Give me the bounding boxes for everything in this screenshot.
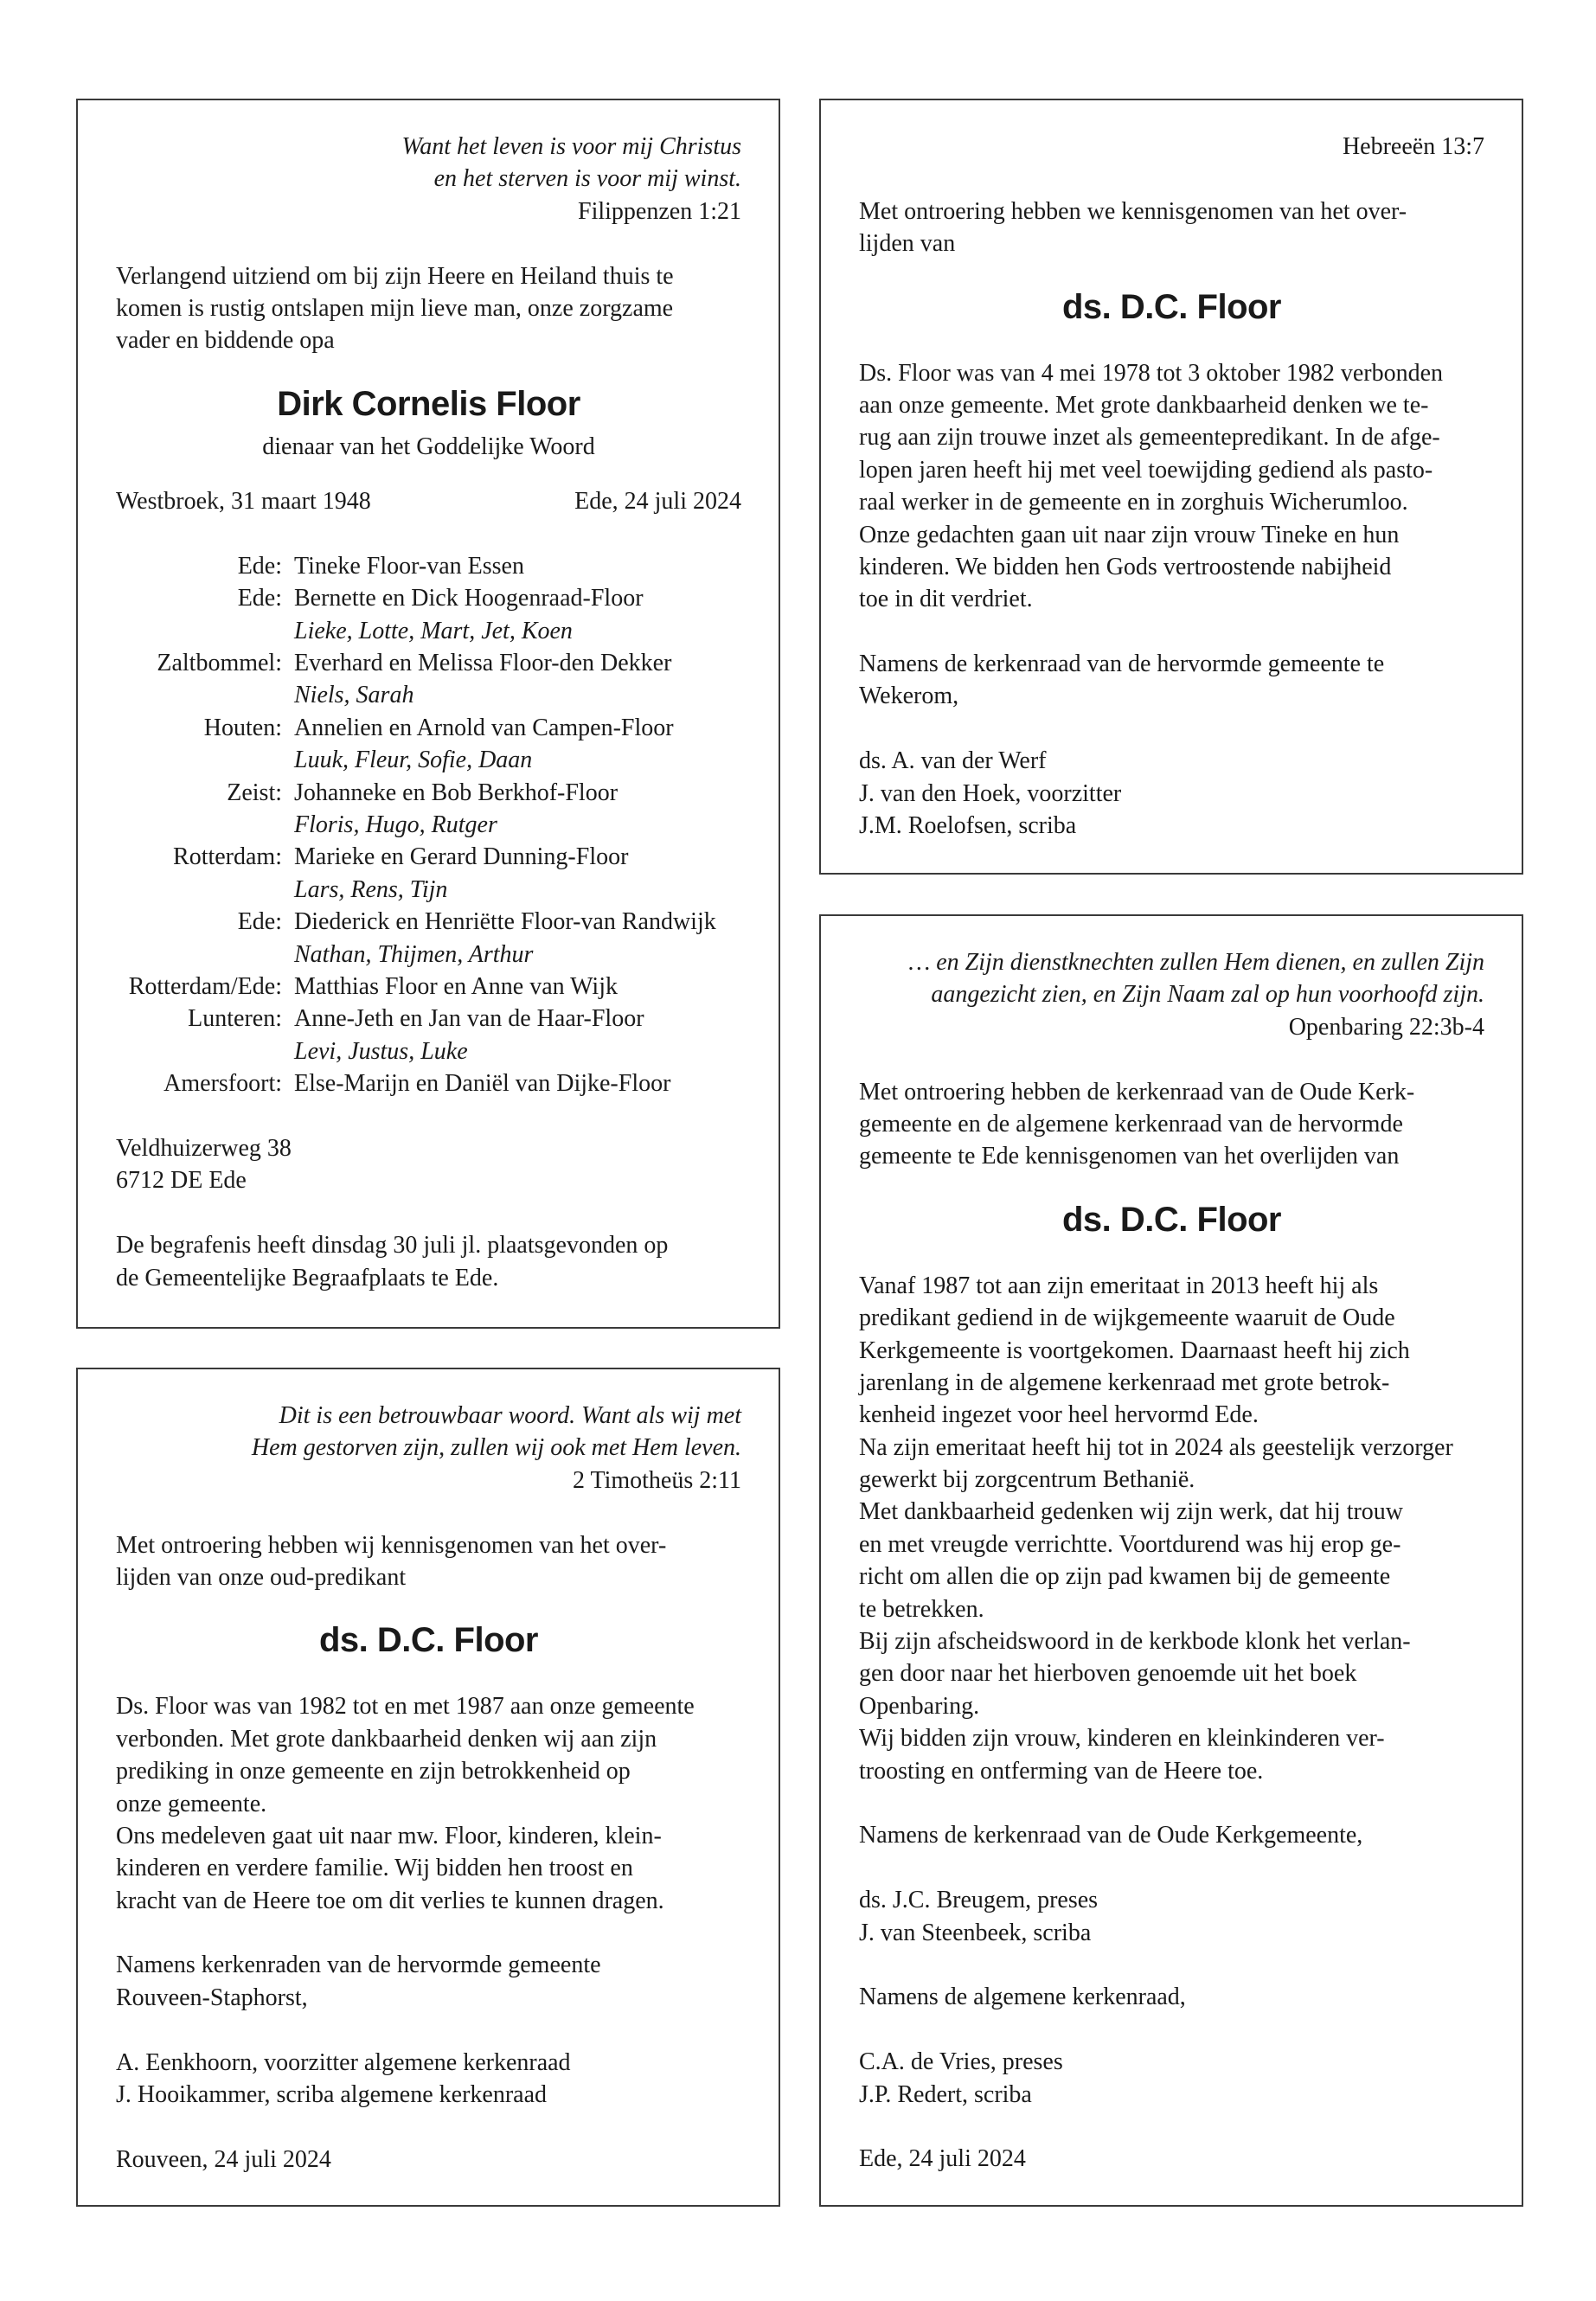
grandchildren-names: Niels, Sarah	[294, 682, 414, 709]
text-line: gemeente te Ede kennisgenomen van het overlijden van	[859, 1143, 1400, 1170]
deceased-name: ds. D.C. Floor	[1062, 1200, 1281, 1239]
text-line: A. Eenkhoorn, voorzitter algemene kerkenraad	[116, 2048, 571, 2076]
text-line: ds. J.C. Breugem, preses	[859, 1887, 1099, 1914]
death-place-date: Ede, 24 juli 2024	[574, 488, 741, 516]
quote-line: Dit is een betrouwbaar woord. Want als wij met	[279, 1402, 741, 1429]
family-place: Zaltbommel:	[157, 650, 282, 677]
spacer	[859, 1949, 1484, 1981]
text-line: Namens de kerkenraad van de Oude Kerkgemeente,	[859, 1822, 1363, 1849]
subtitle: dienaar van het Goddelijke Woord	[262, 433, 595, 460]
text-line: gewerkt bij zorgcentrum Bethanië.	[859, 1466, 1195, 1494]
family-name: Annelien en Arnold van Campen-Floor	[294, 714, 674, 741]
text-line: Vanaf 1987 tot aan zijn emeritaat in 2013 heeft hij als	[859, 1272, 1379, 1299]
text-line: prediking in onze gemeente en zijn betrokkenheid op	[116, 1758, 631, 1785]
family-member	[116, 712, 741, 744]
text-line: ds. A. van der Werf	[859, 747, 1047, 775]
family-place: Zeist:	[227, 779, 282, 806]
grandchildren-names: Lieke, Lotte, Mart, Jet, Koen	[294, 617, 573, 644]
spacer	[116, 1197, 741, 1229]
family-member	[116, 906, 741, 938]
paragraph	[859, 2143, 1484, 2175]
family-name: Anne-Jeth en Jan van de Haar-Floor	[294, 1005, 644, 1033]
scripture-quote	[116, 131, 741, 228]
family-name: Everhard en Melissa Floor-den Dekker	[294, 650, 672, 677]
spacer	[116, 518, 741, 550]
paragraph	[859, 1884, 1484, 1949]
text-line: gen door naar het hierboven genoemde uit het boek	[859, 1660, 1357, 1688]
family-name: Marieke en Gerard Dunning-Floor	[294, 843, 629, 871]
text-line: kracht van de Heere toe om dit verlies te kunnen dragen.	[116, 1887, 664, 1914]
quote-line: Want het leven is voor mij Christus	[401, 133, 741, 160]
text-line: Verlangend uitziend om bij zijn Heere en Heiland thuis te	[116, 262, 674, 290]
grandchildren	[116, 939, 741, 971]
family-member	[116, 777, 741, 809]
spacer	[859, 616, 1484, 648]
text-line: de Gemeentelijke Begraafplaats te Ede.	[116, 1264, 499, 1292]
grandchildren	[116, 874, 741, 906]
paragraph	[859, 1981, 1484, 2013]
text-line: kinderen. We bidden hen Gods vertroostende nabijheid	[859, 553, 1392, 580]
text-line: De begrafenis heeft dinsdag 30 juli jl. plaatsgevonden op	[116, 1232, 669, 1259]
indent	[116, 874, 294, 906]
indent	[116, 809, 294, 841]
family-name: Matthias Floor en Anne van Wijk	[294, 972, 618, 1000]
deceased-name: Dirk Cornelis Floor	[277, 384, 580, 423]
family-member	[116, 550, 741, 582]
text-line: onze gemeente.	[116, 1790, 267, 1817]
text-line: Bij zijn afscheidswoord in de kerkbode klonk het verlan-	[859, 1628, 1411, 1656]
text-line: Veldhuizerweg 38	[116, 1134, 292, 1162]
paragraph	[116, 260, 741, 357]
text-line: J. van den Hoek, voorzitter	[859, 779, 1122, 807]
spacer	[116, 1100, 741, 1132]
scripture-reference: Openbaring 22:3b-4	[1288, 1013, 1484, 1041]
family-member	[116, 647, 741, 679]
text-line: J.P. Redert, scriba	[859, 2080, 1032, 2108]
paragraph	[859, 357, 1484, 616]
scripture-reference: Filippenzen 1:21	[578, 197, 741, 225]
spacer	[116, 1917, 741, 1949]
text-line: J.M. Roelofsen, scriba	[859, 812, 1077, 840]
spacer	[859, 1852, 1484, 1884]
scripture-reference: Hebreeën 13:7	[1342, 133, 1484, 160]
text-line: Onze gedachten gaan uit naar zijn vrouw Tineke en hun	[859, 521, 1400, 548]
text-line: J. van Steenbeek, scriba	[859, 1919, 1092, 1946]
quote-line: aangezicht zien, en Zijn Naam zal op hun voorhoofd zijn.	[931, 981, 1484, 1009]
family-member	[116, 1067, 741, 1099]
paragraph	[116, 1229, 741, 1294]
family-place: Rotterdam:	[173, 843, 282, 871]
spacer	[859, 2014, 1484, 2046]
text-line: aan onze gemeente. Met grote dankbaarheid denken we te-	[859, 391, 1429, 419]
text-line: rug aan zijn trouwe inzet als gemeentepredikant. In de afge-	[859, 424, 1440, 452]
quote-line: … en Zijn dienstknechten zullen Hem dienen, en zullen Zijn	[908, 949, 1484, 976]
grandchildren-names: Lars, Rens, Tijn	[294, 875, 448, 903]
spacer	[116, 2014, 741, 2046]
text-line: Wij bidden zijn vrouw, kinderen en kleinkinderen ver-	[859, 1725, 1385, 1753]
family-member	[116, 971, 741, 1003]
indent	[116, 679, 294, 711]
obituary-ede-kerkgemeente	[819, 914, 1523, 2207]
grandchildren-names: Luuk, Fleur, Sofie, Daan	[294, 747, 533, 774]
family-place: Houten:	[203, 714, 282, 741]
family-place: Amersfoort:	[163, 1070, 282, 1098]
text-line: predikant gediend in de wijkgemeente waaruit de Oude	[859, 1304, 1395, 1332]
deceased-name: ds. D.C. Floor	[1062, 287, 1281, 326]
paragraph	[116, 1949, 741, 2014]
family-name: Bernette en Dick Hoogenraad-Floor	[294, 585, 644, 612]
text-line: verbonden. Met grote dankbaarheid denken wij aan zijn	[116, 1725, 657, 1753]
scripture-reference: 2 Timotheüs 2:11	[572, 1466, 741, 1494]
grandchildren	[116, 615, 741, 647]
family-member	[116, 841, 741, 873]
grandchildren-names: Floris, Hugo, Rutger	[294, 811, 497, 839]
text-line: Ds. Floor was van 4 mei 1978 tot 3 oktober 1982 verbonden	[859, 359, 1444, 387]
indent	[116, 744, 294, 776]
spacer	[116, 228, 741, 260]
text-line: Rouveen, 24 juli 2024	[116, 2145, 331, 2173]
text-line: raal werker in de gemeente en in zorghuis Wicherumloo.	[859, 489, 1408, 516]
family-place: Rotterdam/Ede:	[128, 972, 282, 1000]
paragraph	[116, 1529, 741, 1594]
indent	[116, 1035, 294, 1067]
text-line: Met ontroering hebben we kennisgenomen van het over-	[859, 197, 1407, 225]
quote-line: Hem gestorven zijn, zullen wij ook met Hem leven.	[251, 1434, 741, 1462]
text-line: Namens de algemene kerkenraad,	[859, 1984, 1186, 2011]
paragraph	[116, 2144, 741, 2176]
spacer	[859, 713, 1484, 745]
paragraph	[859, 2046, 1484, 2111]
quote-line: en het sterven is voor mij winst.	[433, 165, 741, 193]
family-place: Lunteren:	[188, 1005, 282, 1033]
text-line: troosting en ontferming van de Heere toe.	[859, 1757, 1264, 1785]
text-line: 6712 DE Ede	[116, 1167, 247, 1195]
spacer	[859, 1787, 1484, 1819]
text-line: kenheid ingezet voor heel hervormd Ede.	[859, 1401, 1259, 1429]
spacer	[116, 1497, 741, 1529]
paragraph	[116, 2047, 741, 2112]
grandchildren	[116, 679, 741, 711]
family-name: Diederick en Henriëtte Floor-van Randwijk	[294, 908, 716, 936]
scripture-quote	[116, 1400, 741, 1497]
text-line: vader en biddende opa	[116, 327, 335, 355]
text-line: toe in dit verdriet.	[859, 586, 1033, 613]
text-line: en met vreugde verrichtte. Voortdurend was hij erop ge-	[859, 1530, 1401, 1558]
grandchildren	[116, 1035, 741, 1067]
grandchildren-names: Levi, Justus, Luke	[294, 1037, 468, 1065]
family-member	[116, 1003, 741, 1035]
paragraph	[116, 1132, 741, 1197]
text-line: Openbaring.	[859, 1692, 980, 1720]
paragraph	[859, 195, 1484, 260]
text-line: Met ontroering hebben de kerkenraad van de Oude Kerk-	[859, 1078, 1415, 1106]
indent	[116, 615, 294, 647]
indent	[116, 939, 294, 971]
birth-place-date: Westbroek, 31 maart 1948	[116, 488, 371, 516]
text-line: lijden van onze oud-predikant	[116, 1563, 407, 1591]
text-line: J. Hooikammer, scriba algemene kerkenraad	[116, 2081, 547, 2109]
text-line: richt om allen die op zijn pad kwamen bij de gemeente	[859, 1563, 1391, 1591]
spacer	[859, 1043, 1484, 1075]
paragraph	[859, 1076, 1484, 1173]
paragraph	[859, 1819, 1484, 1851]
paragraph	[859, 648, 1484, 713]
text-line: lijden van	[859, 230, 956, 258]
obituary-family-notice	[76, 99, 780, 1329]
text-line: Kerkgemeente is voortgekomen. Daarnaast heeft hij zich	[859, 1336, 1410, 1364]
spacer	[116, 2111, 741, 2143]
family-place: Ede:	[237, 908, 282, 936]
family-place: Ede:	[237, 585, 282, 612]
text-line: Ons medeleven gaat uit naar mw. Floor, kinderen, klein-	[116, 1822, 662, 1849]
text-line: Ds. Floor was van 1982 tot en met 1987 aan onze gemeente	[116, 1693, 695, 1721]
text-line: komen is rustig ontslapen mijn lieve man, onze zorgzame	[116, 294, 674, 322]
text-line: lopen jaren heeft hij met veel toewijding gediend als pasto-	[859, 456, 1433, 484]
text-line: gemeente en de algemene kerkenraad van de hervormde	[859, 1110, 1403, 1138]
text-line: Rouveen-Staphorst,	[116, 1984, 308, 2011]
family-name: Johanneke en Bob Berkhof-Floor	[294, 779, 619, 806]
text-line: Namens de kerkenraad van de hervormde gemeente te	[859, 651, 1385, 678]
paragraph	[859, 1270, 1484, 1787]
family-member	[116, 582, 741, 614]
paragraph	[116, 1690, 741, 1917]
family-place: Ede:	[237, 552, 282, 580]
family-name: Tineke Floor-van Essen	[294, 552, 524, 580]
family-name: Else-Marijn en Daniël van Dijke-Floor	[294, 1070, 671, 1098]
life-dates	[116, 485, 741, 517]
obituary-wekerom	[819, 99, 1523, 875]
text-line: jarenlang in de algemene kerkenraad met grote betrok-	[859, 1368, 1390, 1396]
paragraph	[859, 745, 1484, 842]
text-line: kinderen en verdere familie. Wij bidden hen troost en	[116, 1855, 633, 1882]
spacer	[859, 163, 1484, 195]
scripture-quote	[859, 131, 1484, 163]
text-line: Met ontroering hebben wij kennisgenomen van het over-	[116, 1531, 667, 1559]
family-list	[116, 550, 741, 1100]
text-line: Met dankbaarheid gedenken wij zijn werk, dat hij trouw	[859, 1498, 1404, 1526]
text-line: Namens kerkenraden van de hervormde gemeente	[116, 1952, 601, 1979]
grandchildren	[116, 809, 741, 841]
deceased-name: ds. D.C. Floor	[319, 1621, 538, 1660]
obituary-rouveen-staphorst	[76, 1368, 780, 2207]
text-line: te betrekken.	[859, 1595, 984, 1623]
scripture-quote	[859, 946, 1484, 1043]
text-line: Wekerom,	[859, 683, 959, 710]
text-line: C.A. de Vries, preses	[859, 2048, 1063, 2076]
text-line: Na zijn emeritaat heeft hij tot in 2024 als geestelijk verzorger	[859, 1433, 1453, 1461]
grandchildren	[116, 744, 741, 776]
spacer	[859, 2111, 1484, 2143]
text-line: Ede, 24 juli 2024	[859, 2145, 1026, 2173]
grandchildren-names: Nathan, Thijmen, Arthur	[294, 940, 534, 968]
